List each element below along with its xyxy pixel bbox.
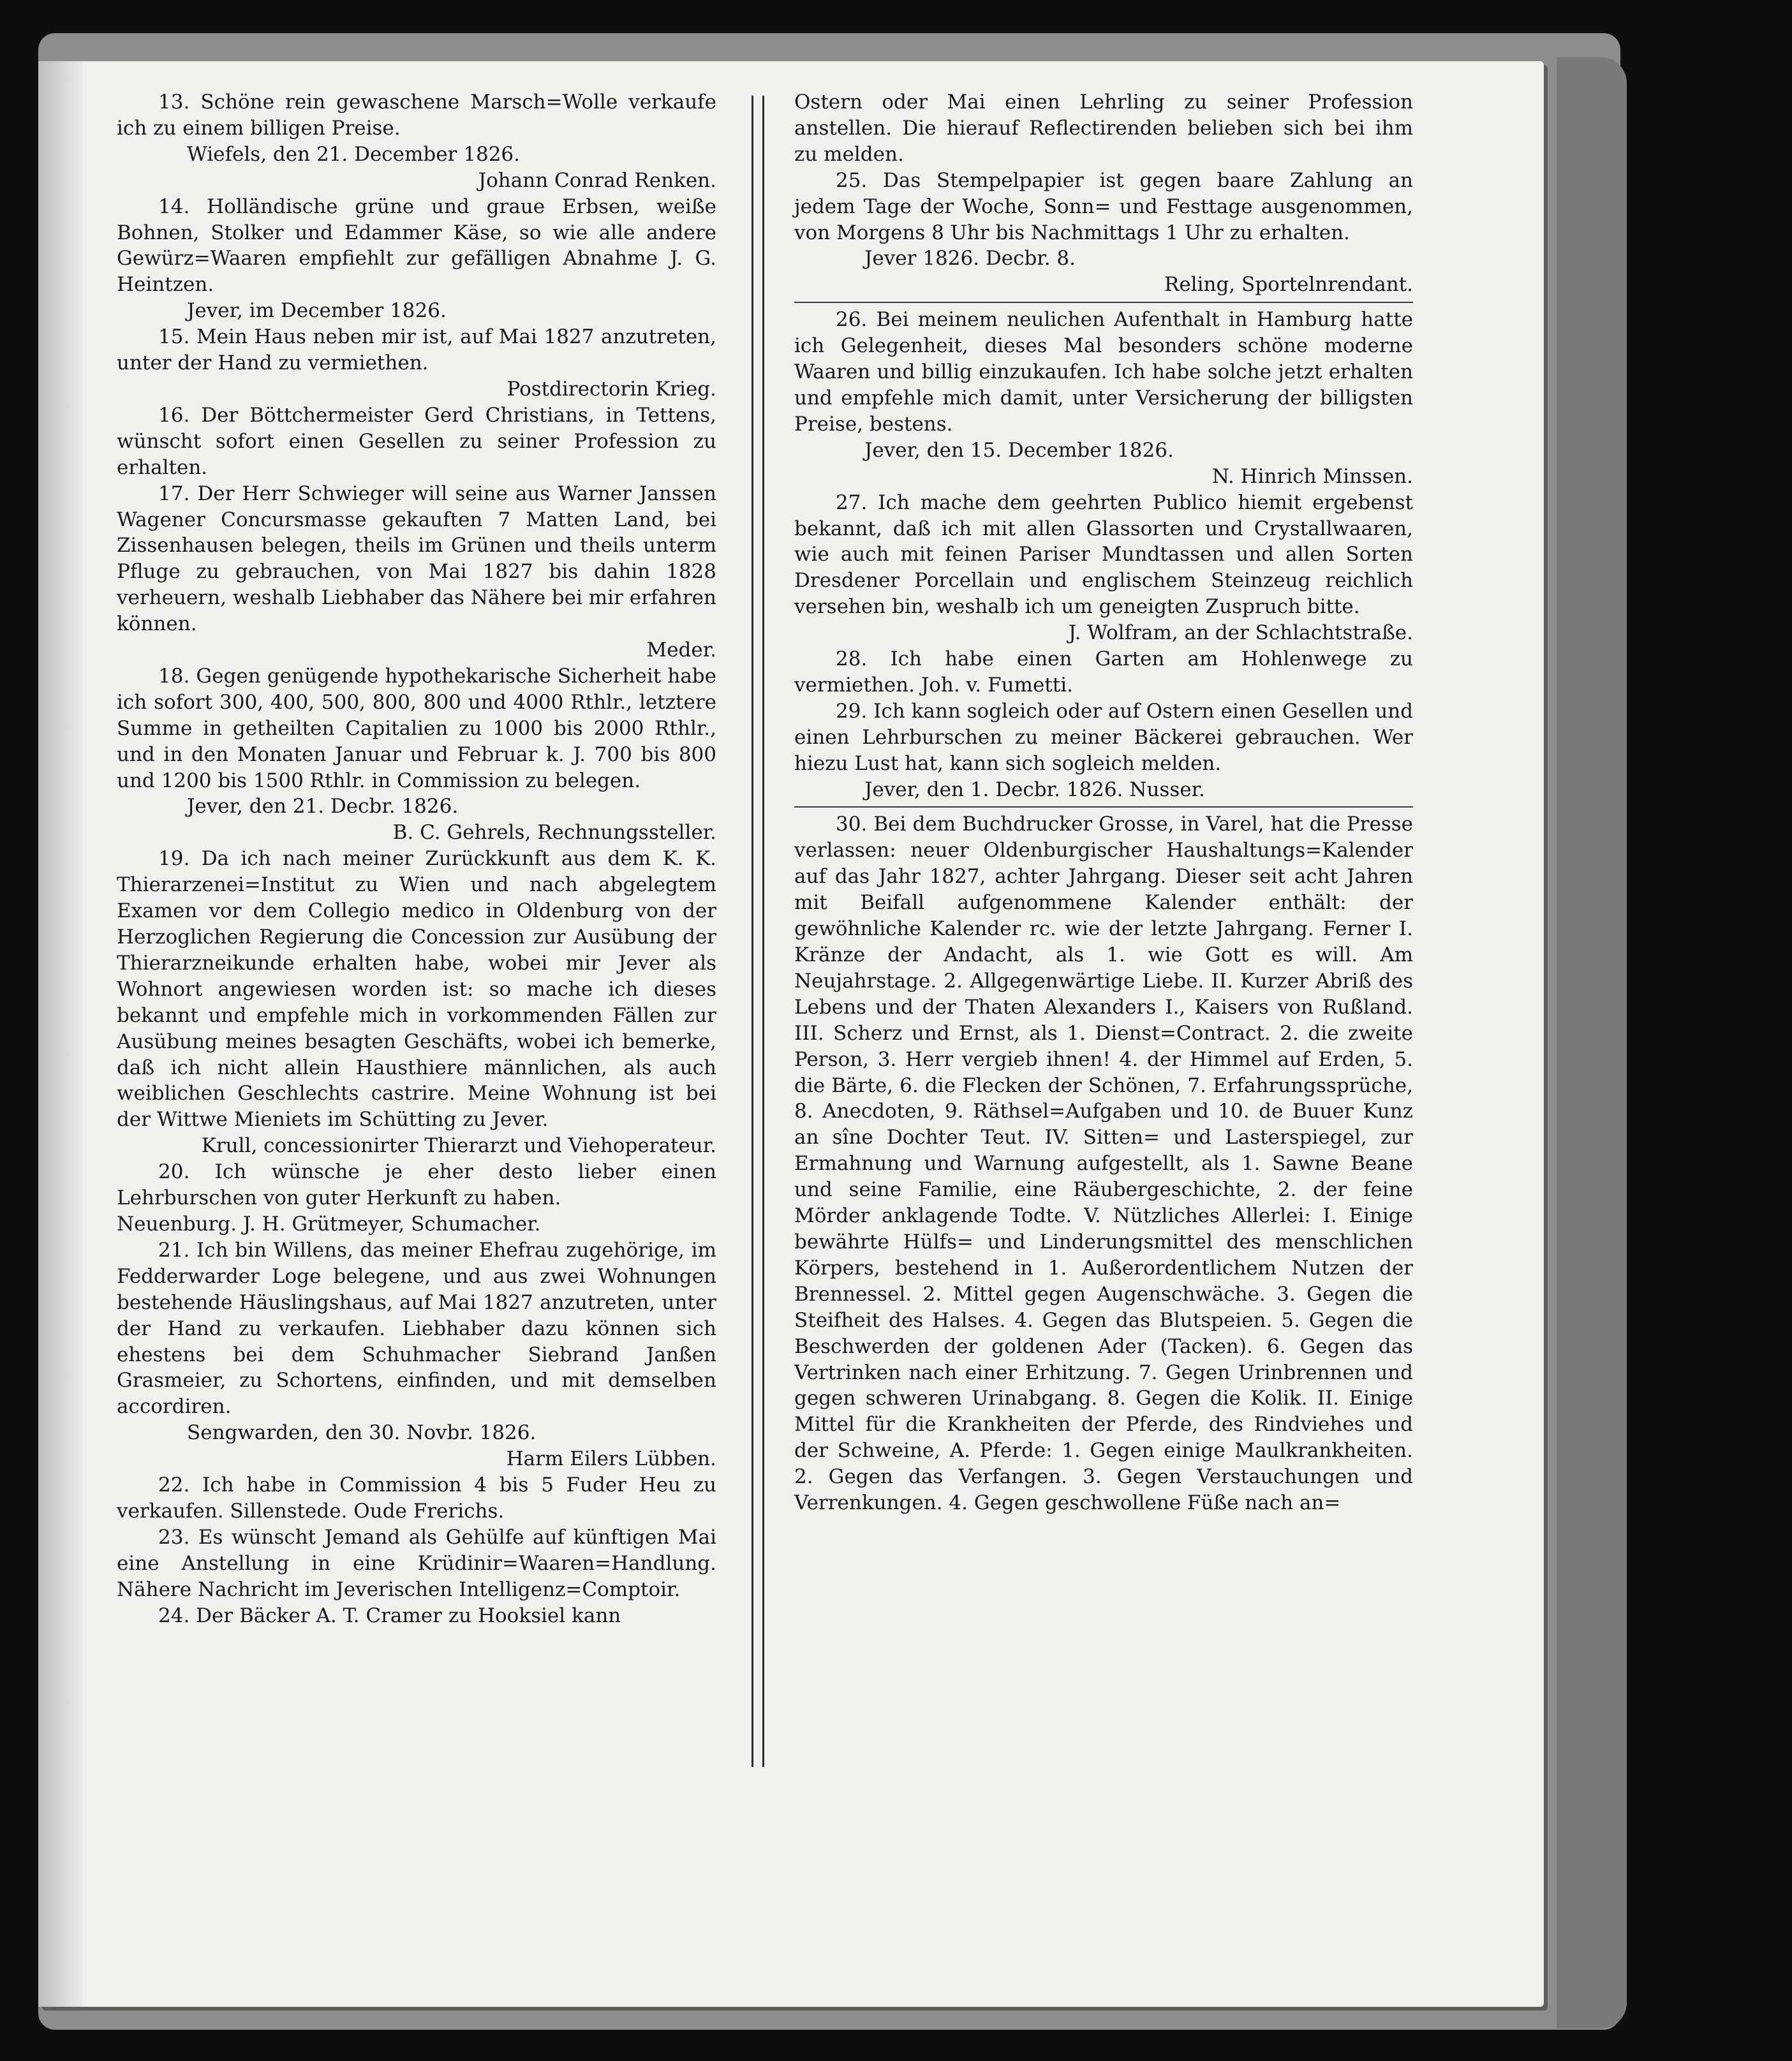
signature-line: Meder. <box>646 639 716 662</box>
section-rule <box>794 806 1413 808</box>
page-gutter <box>38 61 83 2007</box>
right-column <box>794 89 1413 1516</box>
signature-line: J. Wolfram, an der Schlachtstraße. <box>1068 621 1413 645</box>
advertisement-text: 15. Mein Haus neben mir ist, auf Mai 1827 anzutreten, unter der Hand zu vermiethen. <box>117 325 716 375</box>
advertisement-text: 17. Der Herr Schwieger will seine aus Warner Janssen Wagener Concursmasse gekauften 7 Matten Land, bei Zissenhausen belegen, theils im Grünen und theils unterm Pfluge zu gebrauchen, von Mai 1827 bis dahin 1828 verheuern, weshalb Liebhaber das Nähere bei mir erfahren können. <box>117 482 716 636</box>
left-column <box>117 89 716 1629</box>
advertisement-text: 13. Schöne rein gewaschene Marsch=Wolle verkaufe ich zu einem billigen Preise. <box>117 91 716 140</box>
signature-line: Harm Eilers Lübben. <box>506 1447 716 1471</box>
advertisement-text: 14. Holländische grüne und graue Erbsen, weiße Bohnen, Stolker und Edammer Käse, so wie alle andere Gewürz=Waaren empfiehlt zur gefälligen Abnahme J. G. Heintzen. <box>117 195 716 297</box>
signature-line: Johann Conrad Renken. <box>478 168 716 192</box>
advertisement-text: 26. Bei meinem neulichen Aufenthalt in Hamburg hatte ich Gelegenheit, dieses Mal besonders schöne moderne Waaren und billig einzukaufen. Ich habe solche jetzt erhalten und empfehle mich damit, unter Versicherung der billigsten Preise, bestens. <box>794 308 1413 436</box>
text-line: Ostern oder Mai einen Lehrling zu seiner Profession anstellen. Die hierauf Reflectirenden belieben sich bei ihm zu melden. <box>794 91 1413 166</box>
advertisement-text: 20. Ich wünsche je eher desto lieber einen Lehrburschen von guter Herkunft zu haben. <box>117 1160 716 1210</box>
advertisement-text: 18. Gegen genügende hypothekarische Sicherheit habe ich sofort 300, 400, 500, 800, 800 und 4000 Rthlr., letztere Summe in getheilten Capitalien zu 1000 bis 2000 Rthlr., und in den Monaten Januar und Februar k. J. 700 bis 800 und 1200 bis 1500 Rthlr. in Commission zu belegen. <box>117 664 716 792</box>
advertisement-text: 16. Der Böttchermeister Gerd Christians, in Tettens, wünscht sofort einen Gesellen zu seiner Profession zu erhalten. <box>117 403 716 479</box>
dateline: Jever 1826. Decbr. 8. <box>864 247 1076 270</box>
advertisement-text: 19. Da ich nach meiner Zurückkunft aus dem K. K. Thierarzenei=Institut zu Wien und nach abgelegtem Examen vor dem Collegio medico in Oldenburg von der Herzoglichen Regierung die Concession zur Ausübung der Thierarzneikunde erhalten habe, wobei mir Jever als Wohnort angewiesen worden ist: so mache ich dieses bekannt und empfehle mich in vorkommenden Fällen zur Ausübung meines besagten Geschäfts, wobei ich bemerke, daß ich nicht allein Hausthiere männlichen, als auch weiblichen Geschlechts castrire. Meine Wohnung ist bei der Wittwe Mieniets im Schütting zu Jever. <box>117 847 716 1132</box>
column-divider <box>752 96 764 1767</box>
signature-line: Krull, concessionirter Thierarzt und Viehoperateur. <box>201 1134 716 1158</box>
advertisement-text: 28. Ich habe einen Garten am Hohlenwege zu vermiethen. Joh. v. Fumetti. <box>794 647 1413 697</box>
signature-line: B. C. Gehrels, Rechnungssteller. <box>392 821 716 845</box>
advertisement-text: 25. Das Stempelpapier ist gegen baare Zahlung an jedem Tage der Woche, Sonn= und Festtage ausgenommen, von Morgens 8 Uhr bis Nachmittags 1 Uhr zu erhalten. <box>794 168 1413 244</box>
signature-line: Reling, Sportelnrendant. <box>1164 273 1413 297</box>
book-edge <box>1557 57 1627 2028</box>
dateline: Sengwarden, den 30. Novbr. 1826. <box>187 1421 537 1445</box>
signature-line: Postdirectorin Krieg. <box>507 377 716 401</box>
advertisement-text: 22. Ich habe in Commission 4 bis 5 Fuder Heu zu verkaufen. Sillenstede. Oude Frerichs. <box>117 1474 716 1523</box>
signature-line: N. Hinrich Minssen. <box>1211 464 1413 488</box>
advertisement-text: 21. Ich bin Willens, das meiner Ehefrau zugehörige, im Fedderwarder Loge belegene, und aus zwei Wohnungen bestehende Häuslingshaus, auf Mai 1827 anzutreten, unter der Hand zu verkaufen. Liebhaber dazu können sich ehestens bei dem Schuhmacher Siebrand Janßen Grasmeier, zu Schortens, einfinden, und mit demselben accordiren. <box>117 1238 716 1419</box>
advertisement-text: 30. Bei dem Buchdrucker Grosse, in Varel, hat die Presse verlassen: neuer Oldenburgischer Haushaltungs=Kalender auf das Jahr 1827, achter Jahrgang. Dieser seit acht Jahren mit Beifall aufgenommene Kalender enthält: der gewöhnliche Kalender rc. wie der letzte Jahrgang. Ferner I. Kränze der Andacht, als 1. wie Gott es will. Am Neujahrstage. 2. Allgegenwärtige Liebe. II. Kurzer Abriß des Lebens und der Thaten Alexanders I., Kaisers von Rußland. III. Scherz und Ernst, als 1. Dienst=Contract. 2. die zweite Person, 3. Herr vergieb ihnen! 4. der Himmel auf Erden, 5. die Bärte, 6. die Flecken der Schönen, 7. Erfahrungssprüche, 8. Anecdoten, 9. Räthsel=Aufgaben und 10. de Buuer Kunz an sîne Dochter Teut. IV. Sitten= und Lasterspiegel, zur Ermahnung und Warnung aufgestellt, als 1. Sawne Beane und seine Familie, eine Räubergeschichte, 2. der feine Mörder anklagende Todte. V. Nützliches Allerlei: I. Einige bewährte Hülfs= und Linderungsmittel des menschlichen Körpers, bestehend in 1. Außerordentlichem Nutzen der Brennessel. 2. Mittel gegen Augenschwäche. 3. Gegen die Steifheit des Halses. 4. Gegen das Blutspeien. 5. Gegen die Beschwerden der goldenen Ader (Tacken). 6. Gegen das Vertrinken nach einer Erhitzung. 7. Gegen Urinbrennen und gegen schweren Urinabgang. 8. Gegen die Kolik. II. Einige Mittel für die Krankheiten der Pferde, des Rindviehes und der Schweine, A. Pferde: 1. Gegen einige Maulkrankheiten. 2. Gegen das Verfangen. 3. Gegen Verstauchungen und Verrenkungen. 4. Gegen geschwollene Füße nach an= <box>794 813 1413 1515</box>
dateline: Jever, den 15. December 1826. <box>864 438 1174 462</box>
section-rule <box>794 302 1413 303</box>
advertisement-text: 24. Der Bäcker A. T. Cramer zu Hooksiel kann <box>158 1604 621 1627</box>
dateline: Jever, den 1. Decbr. 1826. Nusser. <box>864 778 1205 801</box>
dateline: Jever, den 21. Decbr. 1826. <box>187 795 459 818</box>
advertisement-text: 29. Ich kann sogleich oder auf Ostern einen Gesellen und einen Lehrburschen zu meiner Bäckerei gebrauchen. Wer hiezu Lust hat, kann sich sogleich melden. <box>794 699 1413 775</box>
dateline: Jever, im December 1826. <box>187 299 447 323</box>
advertisement-text: 23. Es wünscht Jemand als Gehülfe auf künftigen Mai eine Anstellung in eine Krüdinir=Waaren=Handlung. Nähere Nachricht im Jeverischen Intelligenz=Comptoir. <box>117 1525 716 1601</box>
advertisement-text: 27. Ich mache dem geehrten Publico hiemit ergebenst bekannt, daß ich mit allen Glassorten und Crystallwaaren, wie auch mit feinen Pariser Mundtassen und allen Sorten Dresdener Porcellain und englischem Steinzeug reichlich versehen bin, weshalb ich um geneigten Zuspruch bitte. <box>794 491 1413 619</box>
text-line: Neuenburg. J. H. Grütmeyer, Schumacher. <box>117 1212 541 1236</box>
dateline: Wiefels, den 21. December 1826. <box>187 142 521 166</box>
